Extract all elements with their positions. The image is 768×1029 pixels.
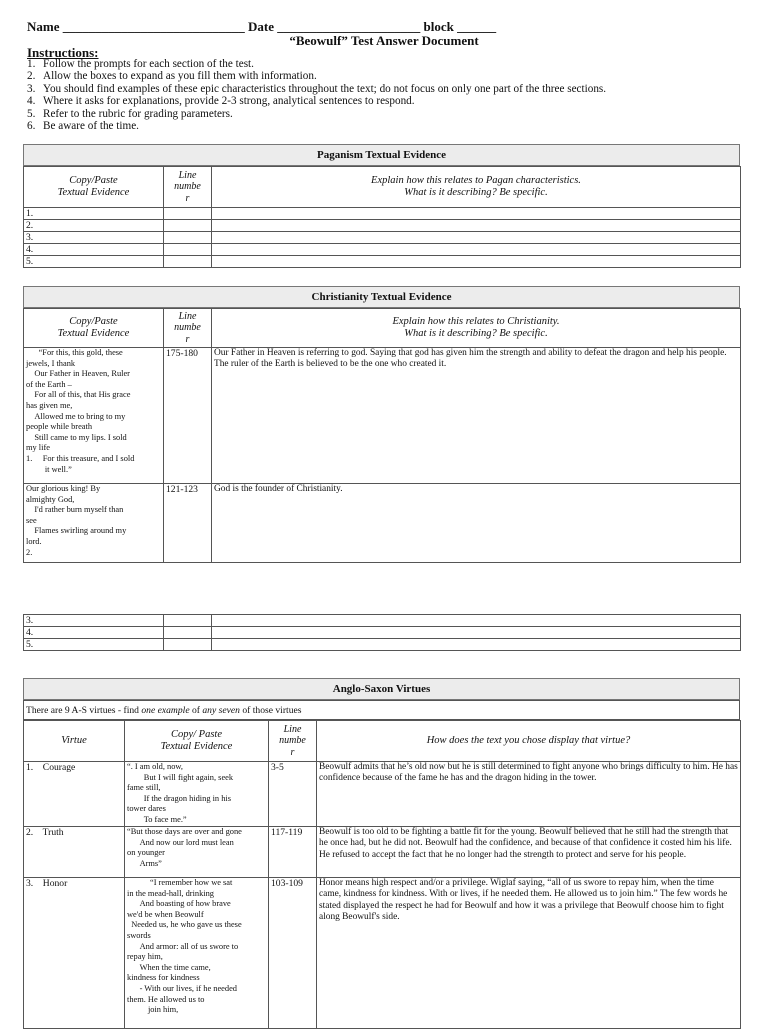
christianity-row-5-line[interactable]: [164, 639, 212, 651]
virtue-courage: 1. Courage: [24, 762, 125, 827]
paganism-row-2-explain[interactable]: [212, 220, 741, 232]
christianity-row-4-evidence[interactable]: 4.: [24, 627, 164, 639]
virtue-courage-explain[interactable]: Beowulf admits that he’s old now but he is still determined to fight anyone who brings difficulty to him. He has confidence because of the fame he has and the dragon hiding in the tower.: [317, 762, 741, 827]
paganism-row-1-evidence[interactable]: 1.: [24, 208, 164, 220]
anglosaxon-note: There are 9 A-S virtues - find one example of any seven of those virtues: [24, 701, 740, 720]
paganism-row-5-evidence[interactable]: 5.: [24, 256, 164, 268]
christianity-title-bar: [23, 286, 740, 308]
christianity-row-1-evidence[interactable]: “For this, this gold, these jewels, I thank Our Father in Heaven, Ruler of the Earth – For all of this, that His grace has given me, Allowed me to bring to my people while breath Still came to my lips. I sold my life 1. For this treasure, and I sold it well.”: [24, 348, 164, 484]
christianity-row-5-explain[interactable]: [212, 639, 741, 651]
christianity-row-4-explain[interactable]: [212, 627, 741, 639]
christianity-row-1-explain[interactable]: Our Father in Heaven is referring to god. Saying that god has given him the strength and ability to defeat the dragon and help his people. The ruler of the Earth is believed to be the one who created it.: [212, 348, 741, 484]
anglosaxon-col-explain: How does the text you chose display that virtue?: [317, 721, 741, 762]
paganism-row-4-evidence[interactable]: 4.: [24, 244, 164, 256]
paganism-row-4-line[interactable]: [164, 244, 212, 256]
instruction-item: 5. Refer to the rubric for grading parameters.: [27, 107, 233, 120]
christianity-row-3-evidence[interactable]: 3.: [24, 615, 164, 627]
virtue-honor-explain[interactable]: Honor means high respect and/or a privilege. Wiglaf saying, “all of us swore to repay him, when the time came, kindness for kindness. With or lives, if he needed them. He allowed us to join him.” The few words he stated displayed the respect he had for Beowulf and how it was a privilege that Beowulf choose him to fight along Beowulf's side.: [317, 878, 741, 1029]
paganism-title-bar: [23, 144, 740, 166]
virtue-courage-evidence[interactable]: “. I am old, now, But I will fight again, seek fame still, If the dragon hiding in his tower dares To face me.”: [125, 762, 269, 827]
paganism-col-explain: Explain how this relates to Pagan characteristics. What is it describing? Be specific.: [212, 167, 741, 208]
virtue-truth-explain[interactable]: Beowulf is too old to be fighting a battle fit for the young. Beowulf believed that he still had the strength that he once had, but he did not. Beowulf had the confidence, and because of that confidence it costed him his life. He refused to accept the fact that he no longer had the strength to protect and serve for his people.: [317, 827, 741, 878]
anglosaxon-title-bar: [23, 678, 740, 700]
christianity-col-explain: Explain how this relates to Christianity. What is it describing? Be specific.: [212, 309, 741, 348]
paganism-title: Paganism Textual Evidence: [24, 145, 740, 166]
christianity-row-3-line[interactable]: [164, 615, 212, 627]
instruction-item: 2. Allow the boxes to expand as you fill them with information.: [27, 70, 317, 83]
paganism-row-3-evidence[interactable]: 3.: [24, 232, 164, 244]
anglosaxon-note-bar: [23, 700, 740, 720]
christianity-row-1-line[interactable]: 175-180: [164, 348, 212, 484]
christianity-row-2-evidence[interactable]: Our glorious king! By almighty God, I'd rather burn myself than see Flames swirling around my lord. 2.: [24, 484, 164, 563]
christianity-row-5-evidence[interactable]: 5.: [24, 639, 164, 651]
paganism-col-evidence: Copy/Paste Textual Evidence: [24, 167, 164, 208]
virtue-honor-evidence[interactable]: “I remember how we sat in the mead-hall, drinking And boasting of how brave we'd be when Beowulf Needed us, he who gave us these swords And armor: all of us swore to repay him, When the time came, kindness for kindness - With our lives, if he needed them. He allowed us to join him,: [125, 878, 269, 1029]
christianity-table: [23, 308, 741, 563]
christianity-col-line: Line numbe r: [164, 309, 212, 348]
virtue-truth: 2. Truth: [24, 827, 125, 878]
paganism-row-5-line[interactable]: [164, 256, 212, 268]
virtue-courage-line[interactable]: 3-5: [269, 762, 317, 827]
paganism-row-2-line[interactable]: [164, 220, 212, 232]
document-title: “Beowulf” Test Answer Document: [289, 33, 479, 48]
virtue-honor-line[interactable]: 103-109: [269, 878, 317, 1029]
paganism-row-1-explain[interactable]: [212, 208, 741, 220]
instructions-heading: Instructions:: [27, 45, 99, 60]
paganism-row-2-evidence[interactable]: 2.: [24, 220, 164, 232]
virtue-truth-line[interactable]: 117-119: [269, 827, 317, 878]
instructions-list: [27, 58, 606, 132]
anglosaxon-col-line: Line numbe r: [269, 721, 317, 762]
anglosaxon-title: Anglo-Saxon Virtues: [24, 679, 740, 700]
christianity-col-evidence: Copy/Paste Textual Evidence: [24, 309, 164, 348]
anglosaxon-col-virtue: Virtue: [24, 721, 125, 762]
paganism-row-5-explain[interactable]: [212, 256, 741, 268]
instruction-item: 6. Be aware of the time.: [27, 120, 139, 133]
anglosaxon-table: [23, 720, 741, 1029]
paganism-col-line: Line numbe r: [164, 167, 212, 208]
virtue-truth-evidence[interactable]: “But those days are over and gone And now our lord must lean on younger Arms”: [125, 827, 269, 878]
christianity-row-2-line[interactable]: 121-123: [164, 484, 212, 563]
paganism-table: [23, 166, 741, 268]
christianity-table-continued: [23, 614, 741, 651]
paganism-row-1-line[interactable]: [164, 208, 212, 220]
christianity-row-2-explain[interactable]: God is the founder of Christianity.: [212, 484, 741, 563]
virtue-honor: 3. Honor: [24, 878, 125, 1029]
name-date-block-line: Name ____________________________ Date ______________________ block ______: [27, 19, 497, 34]
paganism-row-4-explain[interactable]: [212, 244, 741, 256]
anglosaxon-col-evidence: Copy/ Paste Textual Evidence: [125, 721, 269, 762]
christianity-row-4-line[interactable]: [164, 627, 212, 639]
paganism-row-3-line[interactable]: [164, 232, 212, 244]
instruction-item: 4. Where it asks for explanations, provide 2-3 strong, analytical sentences to respond.: [27, 95, 415, 108]
christianity-title: Christianity Textual Evidence: [24, 287, 740, 308]
instruction-item: 3. You should find examples of these epic characteristics throughout the text; do not focus on only one part of the three sections.: [27, 82, 607, 95]
christianity-row-3-explain[interactable]: [212, 615, 741, 627]
paganism-row-3-explain[interactable]: [212, 232, 741, 244]
instruction-item: 1. Follow the prompts for each section of the test.: [27, 58, 254, 70]
